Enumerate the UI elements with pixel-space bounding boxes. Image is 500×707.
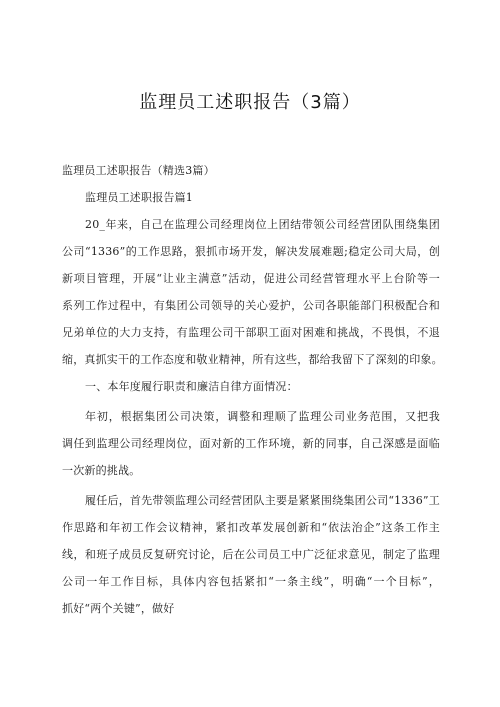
paragraph-line: 作思路和年初工作会议精神，紧扣改革发展创新和“依法治企”这条工作主 (62, 521, 440, 534)
document-body (62, 162, 443, 617)
document-title: 监理员工述职报告（3篇） (139, 92, 361, 113)
paragraph-line: 兄弟单位的大力支持，有监理公司干部职工面对困难和挑战，不畏惧，不退 (62, 326, 440, 339)
paragraph-line: 缩，真抓实干的工作态度和敬业精神，所有这些，都给我留下了深刻的印象。 (62, 353, 443, 366)
paragraph-line: 线，和班子成员反复研究讨论，后在公司员工中广泛征求意见，制定了监理 (62, 548, 440, 561)
collection-title: 监理员工述职报告（精选3篇） (62, 164, 215, 177)
paragraph-early-year (62, 408, 440, 479)
paragraph-line: 调任到监理公司经理岗位，面对新的工作环境，新的同事，自己深感是面临 (62, 437, 440, 450)
paragraph-line: 一次新的挑战。 (62, 464, 141, 477)
paragraph-line: 年初，根据集团公司决策，调整和理顺了监理公司业务范围，又把我 (85, 410, 440, 423)
paragraph-line: 公司一年工作目标，具体内容包括紧扣“一条主线”，明确“一个目标”， (62, 575, 440, 588)
paragraph-after-taking-office (62, 492, 440, 617)
paragraph-line: 公司“1336”的工作思路，狠抓市场开发，解决发展难题;稳定公司大局，创 (62, 245, 440, 258)
paragraph-line: 抓好“两个关键”，做好 (62, 602, 175, 615)
section-heading: 监理员工述职报告篇1 (85, 191, 193, 204)
paragraph-line: 履任后，首先带领监理公司经营团队主要是紧紧围绕集团公司“1336”工 (85, 494, 440, 507)
paragraph-line: 新项目管理，开展“让业主满意”活动，促进公司经营管理水平上台阶等一 (62, 272, 440, 285)
subheading-duties: 一、本年度履行职责和廉洁自律方面情况： (85, 380, 298, 393)
paragraph-line: 20_年来，自己在监理公司经理岗位上团结带领公司经营团队围绕集团 (85, 218, 440, 231)
paragraph-line: 系列工作过程中，有集团公司领导的关心爱护，公司各职能部门积极配合和 (62, 299, 440, 312)
intro-paragraph (62, 216, 443, 368)
